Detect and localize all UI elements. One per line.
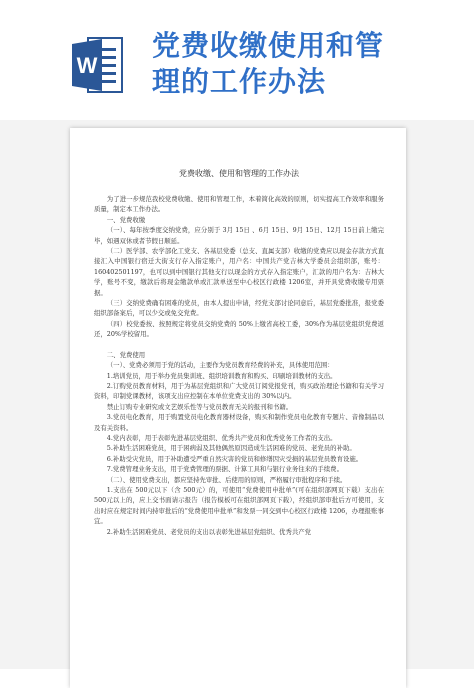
document-paragraph: 1.支出在 500元以下（含 500元）的，可使用“党费使用申批单”(可在组织部网页下载）支出在 500元以上的，应上交书面请示报告（报告模板可在组织部网页下载），经组织部审批后方可使用，支出时应在规定时间内持审批后的“党费使用申批单”和发票一同交到中心校区行政楼 1206，办理报账事宜。 [94,485,384,526]
document-paragraph: 5.补助生活困难党员，用于困病弱及其他偶然原因造成生活困难的党员、老党员的补助。 [106,444,356,453]
document-paragraph: 禁止订购专业研究或文艺娱乐性等与党员教育无关的报刊和书籍。 [106,402,293,411]
document-paragraph: （二）医学部、农学部化工党支、各基层党委（总支、直属支部）收缴的党费应以现金存款方式直接汇入中国银行宿迁大街支行存入指定账户，用户名：中国共产党吉林大学委员会组织部，账号：160402501197，也可以到中国银行其他支行以现金的方式存入指定账户，汇款的用户名为：吉林大学，账号不变，缴款后将现金缴款单或汇款单送至中心校区行政楼 1206室，并开具党费收缴专用票据。 [94,247,384,297]
document-paragraph: （一）、党费必须用于党的活动，主要作为党员教育经费的补充，具体使用范围： [106,361,334,370]
document-paragraphs [94,194,384,537]
document-paragraph: （三）交纳党费确有困难的党员，由本人提出申请，经党支部讨论同意后，基层党委批准，报党委组织部备案后，可以少交或免交党费。 [94,299,384,318]
section-gap [94,340,384,350]
document-title: 党费收缴、使用和管理的工作办法 [179,169,299,178]
document-paragraph: 2.订购党员教育材料，用于为基层党组织和广大党员订阅党报党刊，购买政治理论书籍和有关学习资料，印制党课教材，该项支出应控制在本单位党费支出的 30%以内。 [94,381,384,401]
document-paragraph: 3.党员电化教育，用于购置党员电化教育器材设备，购买和制作党员电化教育专题片、音像制品以及有关资料。 [94,413,384,432]
page-title [152,28,462,100]
word-document-icon [72,36,124,94]
document-paragraph: 2.补助生活困难党员、老党员的支出以表彰先进基层党组织、优秀共产党 [106,527,312,536]
document-paragraph: 6.补助受灾党员，用于补助遭受严重自然灾害的党员和修缮因灾受损的基层党员教育设施。 [106,454,363,463]
page-title-line-2: 理的工作办法 [152,65,327,98]
document-preview-area [0,120,474,669]
page-title-line-1: 党费收缴使用和管 [152,29,385,62]
svg-text:W: W [76,53,98,78]
document-page [70,128,406,688]
document-paragraph: 一、党费收缴 [106,215,146,224]
document-paragraph: 1.培训党员，用于举办党员集训班、组织培训教育和购买、印刷培训教材的支出。 [106,371,337,380]
document-paragraph: （二）、使用党费支出，都应坚持先审批、后使用的原则，严格履行审批程序和手续。 [106,475,347,484]
document-paragraph: 7.党费管理业务支出，用于党费管理的票据、计算工具和与银行业务往来的手续费。 [106,465,343,474]
header-banner [0,0,474,122]
document-paragraph: 为了进一步规范我校党费收缴、使用和管理工作，本着简化高效的原则，切实提高工作效率和服务质量，制定本工作办法。 [94,195,384,214]
document-body [94,168,384,537]
document-paragraph: 二、党费使用 [106,350,146,359]
document-paragraph: （四）校党委按、按照规定将党员交纳党费的 50%上缴省高校工委，30%作为基层党组织党费返还，20%学校留用。 [94,319,384,339]
document-paragraph: 4.党内表彰，用于表彰先进基层党组织、优秀共产党员和优秀党务工作者的支出。 [106,433,337,442]
document-paragraph: （一）、每年按季度交纳党费，应分别于 3月 15日 、6月 15日、9月 15日、12月 15日前上缴完毕，如遇双休或者节假日顺延。 [94,226,384,245]
